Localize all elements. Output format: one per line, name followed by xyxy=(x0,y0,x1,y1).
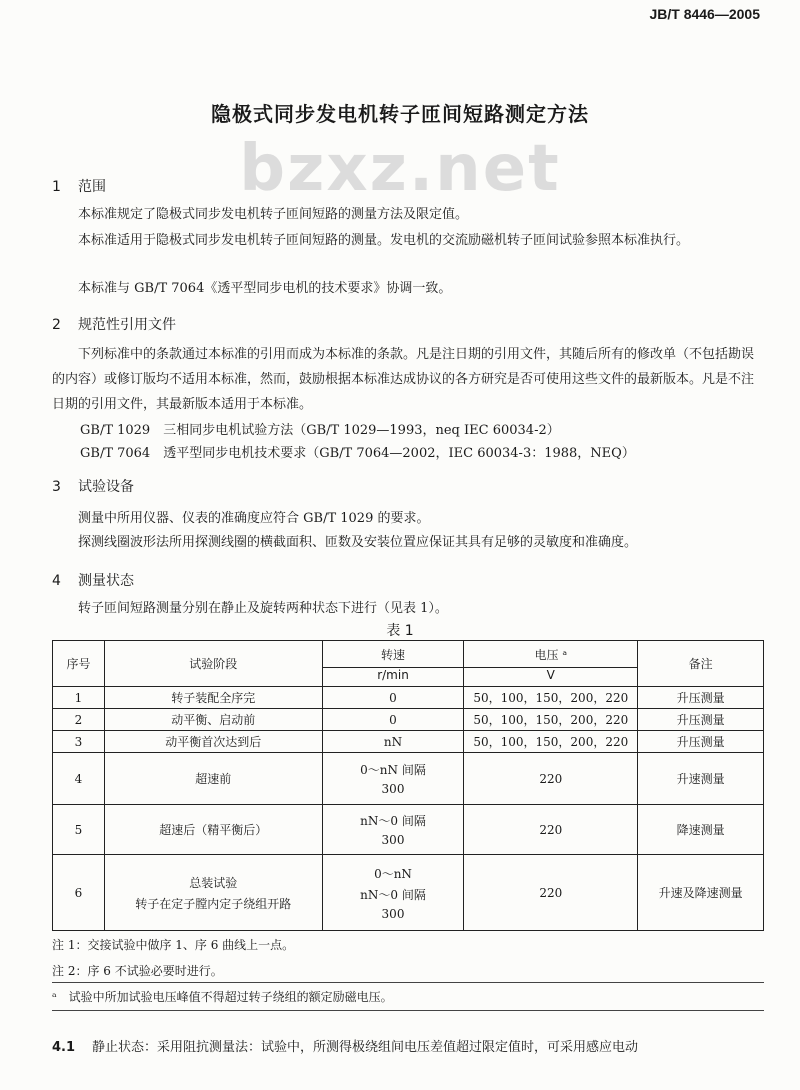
speed-unit: r/min xyxy=(323,667,464,682)
speed-range: nN～0 间隔 xyxy=(360,814,426,828)
section-title: 测量状态 xyxy=(78,573,134,589)
table-row xyxy=(53,709,764,731)
watermark: bzxz.net xyxy=(239,132,561,206)
section-4-heading xyxy=(52,570,134,590)
table-row xyxy=(53,687,764,709)
section-number: 1 xyxy=(52,179,61,195)
col-header-stage: 试验阶段 xyxy=(104,641,322,687)
voltage-label: 电压 ᵃ xyxy=(534,647,568,662)
page-title: 隐极式同步发电机转子匝间短路测定方法 xyxy=(211,102,589,126)
cell-remark: 升速及降速测量 xyxy=(638,855,764,931)
section-3-para-1: 测量中所用仪器、仪表的准确度应符合 GB/T 1029 的要求。 xyxy=(78,511,430,526)
speed-interval: 300 xyxy=(381,906,405,921)
table-bottom-rule xyxy=(52,1010,764,1011)
stage-line-2: 转子在定子膛内定子绕组开路 xyxy=(135,896,292,911)
stage-line-1: 总装试验 xyxy=(189,875,238,890)
cell-voltage: 220 xyxy=(464,753,638,805)
section-1-para-3: 本标准与 GB/T 7064《透平型同步电机的技术要求》协调一致。 xyxy=(78,281,452,296)
cell-remark: 升压测量 xyxy=(638,709,764,731)
cell-voltage: 220 xyxy=(464,805,638,855)
cell-voltage: 220 xyxy=(464,855,638,931)
table-row xyxy=(53,805,764,855)
subsection-number: 4.1 xyxy=(52,1040,76,1055)
table-row xyxy=(53,731,764,753)
table-note-2: 注 2：序 6 不试验必要时进行。 xyxy=(52,964,223,978)
cell-stage: 动平衡首次达到后 xyxy=(104,731,322,753)
cell-stage: 转子装配全序完 xyxy=(104,687,322,709)
section-title: 范围 xyxy=(78,179,106,195)
cell-voltage: 50，100，150，200，220 xyxy=(464,687,638,709)
cell-speed xyxy=(322,855,464,931)
cell-voltage: 50，100，150，200，220 xyxy=(464,709,638,731)
cell-speed: 0 xyxy=(322,687,464,709)
speed-interval: 300 xyxy=(381,782,405,796)
speed-range-down: nN～0 间隔 xyxy=(360,887,426,902)
table-row xyxy=(53,753,764,805)
table-row xyxy=(53,855,764,931)
section-4-para-1: 转子匝间短路测量分别在静止及旋转两种状态下进行（见表 1）。 xyxy=(78,601,448,616)
footnote-divider xyxy=(52,982,764,983)
table-note-1: 注 1：交接试验中做序 1、序 6 曲线上一点。 xyxy=(52,938,295,952)
cell-speed: 0 xyxy=(322,709,464,731)
col-header-speed xyxy=(322,641,464,687)
section-number: 3 xyxy=(52,479,61,495)
speed-label: 转速 xyxy=(380,647,405,662)
cell-seq: 6 xyxy=(53,855,105,931)
standard-code: JB/T 8446—2005 xyxy=(649,6,760,22)
test-state-table xyxy=(52,640,764,931)
cell-stage xyxy=(104,855,322,931)
cell-remark: 升压测量 xyxy=(638,731,764,753)
section-1-para-1: 本标准规定了隐极式同步发电机转子匝间短路的测量方法及限定值。 xyxy=(78,207,469,222)
col-header-remark: 备注 xyxy=(638,641,764,687)
section-1-para-2: 本标准适用于隐极式同步发电机转子匝间短路的测量。发电机的交流励磁机转子匝间试验参照本标准执行。 xyxy=(78,233,690,248)
speed-range-up: 0～nN xyxy=(374,866,412,881)
cell-seq: 5 xyxy=(53,805,105,855)
speed-range: 0～nN 间隔 xyxy=(360,763,426,777)
cell-stage: 超速后（精平衡后） xyxy=(104,805,322,855)
subsection-4-1 xyxy=(52,1036,638,1055)
table-caption: 表 1 xyxy=(386,623,414,639)
section-number: 2 xyxy=(52,317,61,333)
section-title: 规范性引用文件 xyxy=(78,317,176,333)
cell-speed xyxy=(322,753,464,805)
table-footnote-a: ᵃ 试验中所加试验电压峰值不得超过转子绕组的额定励磁电压。 xyxy=(52,990,393,1004)
section-number: 4 xyxy=(52,573,61,589)
speed-interval: 300 xyxy=(381,833,405,847)
col-header-seq: 序号 xyxy=(53,641,105,687)
section-3-heading xyxy=(52,476,134,496)
cell-speed xyxy=(322,805,464,855)
cell-stage: 超速前 xyxy=(104,753,322,805)
cell-voltage: 50，100，150，200，220 xyxy=(464,731,638,753)
cell-speed: nN xyxy=(322,731,464,753)
voltage-unit: V xyxy=(464,667,637,682)
section-2-para-1: 下列标准中的条款通过本标准的引用而成为本标准的条款。凡是注日期的引用文件，其随后所有的修改单（不包括勘误的内容）或修订版均不适用本标准，然而，鼓励根据本标准达成协议的各方研究是否可使用这些文件的最新版本。凡是不注日期的引用文件，其最新版本适用于本标准。 xyxy=(52,347,755,412)
cell-seq: 3 xyxy=(53,731,105,753)
subsection-text: 静止状态：采用阻抗测量法：试验中，所测得极绕组间电压差值超过限定值时，可采用感应电动 xyxy=(92,1040,639,1055)
section-3-para-2: 探测线圈波形法所用探测线圈的横截面积、匝数及安装位置应保证其具有足够的灵敏度和准确度。 xyxy=(78,535,638,550)
section-1-heading xyxy=(52,176,106,196)
reference-gbt-7064: GB/T 7064 透平型同步电机技术要求（GB/T 7064—2002，IEC 60034-3：1988，NEQ） xyxy=(80,446,635,461)
cell-seq: 1 xyxy=(53,687,105,709)
section-title: 试验设备 xyxy=(78,479,134,495)
cell-seq: 2 xyxy=(53,709,105,731)
cell-remark: 升压测量 xyxy=(638,687,764,709)
section-2-heading xyxy=(52,314,176,334)
cell-remark: 降速测量 xyxy=(638,805,764,855)
reference-gbt-1029: GB/T 1029 三相同步电机试验方法（GB/T 1029—1993，neq IEC 60034-2） xyxy=(80,423,560,438)
col-header-voltage xyxy=(464,641,638,687)
table-header-row xyxy=(53,641,764,687)
cell-remark: 升速测量 xyxy=(638,753,764,805)
cell-seq: 4 xyxy=(53,753,105,805)
cell-stage: 动平衡、启动前 xyxy=(104,709,322,731)
